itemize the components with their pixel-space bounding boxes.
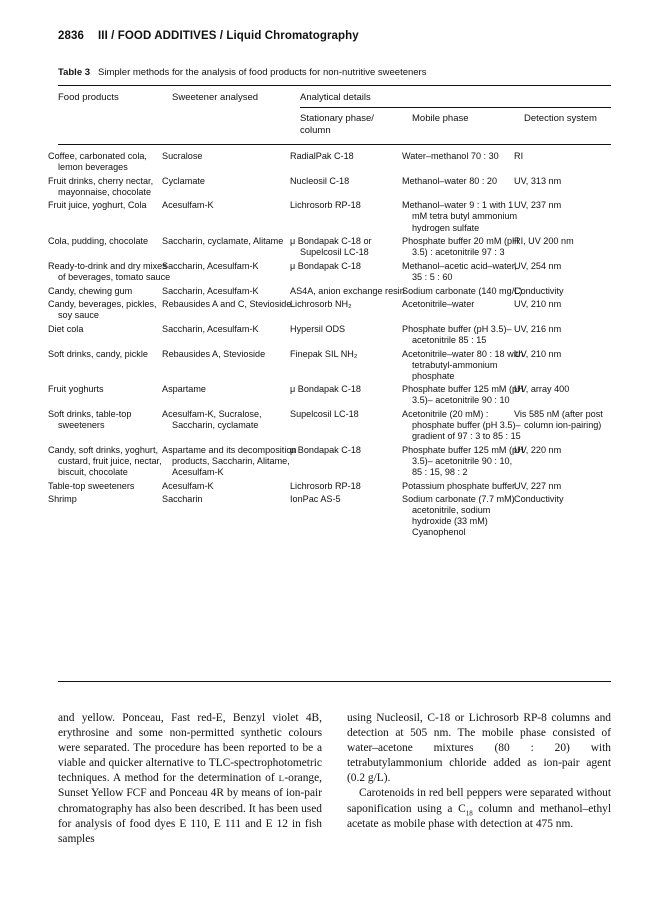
cell-stationary: RadialPak C-18 <box>290 151 354 161</box>
cell-stationary: Lichrosorb RP-18 <box>290 200 361 211</box>
cell-mobile: Sodium carbonate (7.7 mM) acetonitrile, sodium hydroxide (33 mM) Cyanophenol <box>402 494 515 538</box>
body-paragraph: and yellow. Ponceau, Fast red-E, Benzyl violet 4B, erythrosine and some non-permitted synthetic colours were separated. The procedure has been reported to be a viable and quicker alternative to TLC-spectrophotometric techniques. A method for the determination of L-orange, Sunset Yellow FCF and Ponceau 4R by means of ion-pair chromatography has also been described. It has been used for analysis of food dyes E 110, E 111 and E 12 in fish samples <box>58 712 322 845</box>
cell-mobile: Phosphate buffer (pH 3.5)–acetonitrile 85 : 15 <box>402 323 512 345</box>
running-title: III / FOOD ADDITIVES / Liquid Chromatography <box>97 30 359 42</box>
cell-detection: UV, 220 nm <box>514 444 562 455</box>
cell-mobile: Water–methanol 70 : 30 <box>402 151 499 161</box>
cell-sweetener: Aspartame <box>162 384 206 395</box>
table-bottom-rule <box>58 681 611 682</box>
cell-mobile: Methanol–water 9 : 1 with 1 mM tetra butyl ammonium hydrogen sulfate <box>402 200 518 233</box>
cell-mobile: Phosphate buffer 20 mM (pH 3.5) : acetonitrile 97 : 3 <box>402 236 519 258</box>
cell-stationary: μ Bondapak C-18 <box>290 444 361 455</box>
table-row <box>58 200 611 236</box>
cell-sweetener: Acesulfam-K <box>162 480 214 491</box>
cell-mobile: Potassium phosphate buffer <box>402 480 516 491</box>
table-row <box>58 349 611 385</box>
table-caption-text: Simpler methods for the analysis of food products for non-nutritive sweeteners <box>98 67 427 78</box>
cell-food: Shrimp <box>48 494 77 505</box>
cell-food: Candy, soft drinks, yoghurt, custard, fruit juice, nectar, biscuit, chocolate <box>48 444 162 477</box>
table-row <box>58 494 611 541</box>
cell-stationary: Lichrosorb NH₂ <box>290 299 352 310</box>
running-header <box>58 30 359 42</box>
cell-stationary: μ Bondapak C-18 or Supelcosil LC-18 <box>290 236 372 258</box>
cell-detection: Conductivity <box>514 285 564 296</box>
cell-food: Fruit drinks, cherry nectar, mayonnaise, chocolate <box>48 175 154 197</box>
cell-detection: UV, 254 nm <box>514 260 562 271</box>
cell-detection: UV, 210 nm <box>514 299 562 310</box>
table-row <box>58 409 611 445</box>
cell-sweetener: Saccharin <box>162 494 203 505</box>
header-mobile-phase: Mobile phase <box>412 113 469 124</box>
header-detection-system: Detection system <box>524 113 597 124</box>
cell-mobile: Sodium carbonate (140 mg/L) <box>402 285 523 296</box>
cell-detection: Conductivity <box>514 494 564 505</box>
body-paragraph: Carotenoids in red bell peppers were separated without saponification using a $C_{18}$ column and methanol–ethyl acetate as mobile phase with detection at 475 nm. <box>347 787 611 830</box>
cell-stationary: Finepak SIL NH₂ <box>290 348 358 359</box>
cell-mobile: Phosphate buffer 125 mM (pH 3.5)– acetonitrile 90 : 10 <box>402 384 524 406</box>
cell-sweetener: Saccharin, Acesulfam-K <box>162 285 259 296</box>
cell-food: Diet cola <box>48 323 84 334</box>
cell-stationary: IonPac AS-5 <box>290 494 341 505</box>
page-number: 2836 <box>58 30 84 42</box>
cell-sweetener: Rebausides A, Stevioside <box>162 348 266 359</box>
cell-stationary: μ Bondapak C-18 <box>290 384 361 395</box>
cell-sweetener: Sucralose <box>162 151 203 161</box>
cell-detection: UV, 227 nm <box>514 480 562 491</box>
header-food-products: Food products <box>58 92 119 103</box>
cell-detection: UV, 313 nm <box>514 175 562 186</box>
cell-stationary: Hypersil ODS <box>290 323 346 334</box>
cell-food: Cola, pudding, chocolate <box>48 236 149 247</box>
table-label: Table 3 <box>58 67 91 78</box>
cell-mobile: Phosphate buffer 125 mM (pH 3.5)– acetonitrile 90 : 10, 85 : 15, 98 : 2 <box>402 444 524 477</box>
cell-food: Ready-to-drink and dry mixes of beverages, tomato sauce <box>48 260 171 282</box>
table-row <box>58 324 611 349</box>
cell-sweetener: Acesulfam-K, Sucralose, Saccharin, cyclamate <box>162 408 262 431</box>
table-row <box>58 176 611 201</box>
cell-mobile: Acetonitrile–water <box>402 299 475 310</box>
body-column-right <box>347 711 611 832</box>
cell-detection: UV, 210 nm <box>514 348 562 359</box>
cell-mobile: Acetonitrile–water 80 : 18 with tetrabutyl-ammonium phosphate <box>402 348 524 381</box>
cell-food: Coffee, carbonated cola, lemon beverages <box>48 151 147 173</box>
cell-sweetener: Cyclamate <box>162 175 205 186</box>
cell-food: Soft drinks, table-top sweeteners <box>48 408 132 431</box>
cell-detection: UV, 237 nm <box>514 200 562 211</box>
cell-mobile: Methanol–acetic acid–water, 35 : 5 : 60 <box>402 260 517 282</box>
cell-sweetener: Saccharin, Acesulfam-K <box>162 323 259 334</box>
cell-food: Soft drinks, candy, pickle <box>48 348 148 359</box>
cell-sweetener: Saccharin, Acesulfam-K <box>162 260 259 271</box>
table-row <box>58 384 611 409</box>
cell-stationary: Supelcosil LC-18 <box>290 408 359 419</box>
cell-stationary: Nucleosil C-18 <box>290 175 350 186</box>
cell-food: Table-top sweeteners <box>48 480 135 491</box>
header-stationary-phase: Stationary phase/ column <box>300 113 374 136</box>
cell-food: Candy, chewing gum <box>48 285 133 296</box>
cell-detection: UV, 216 nm <box>514 323 562 334</box>
cell-stationary: AS4A, anion exchange resin <box>290 285 405 296</box>
cell-detection: Vis 585 nM (after post column ion-pairing) <box>514 408 603 431</box>
cell-food: Candy, beverages, pickles, soy sauce <box>48 299 157 321</box>
cell-sweetener: Saccharin, cyclamate, Alitame <box>162 236 284 247</box>
table-row <box>58 481 611 495</box>
table-row <box>58 445 611 481</box>
table-row <box>58 286 611 300</box>
cell-food: Fruit juice, yoghurt, Cola <box>48 200 147 211</box>
body-paragraph: using Nucleosil, C-18 or Lichrosorb RP-8 columns and detection at 505 nm. The mobile phase consisted of water–acetone mixtures (80 : 20) with tetrabutylammonium chloride added as ion-pair agent (0.2 g/L). <box>347 712 611 785</box>
cell-detection: RI, UV 200 nm <box>514 236 574 247</box>
cell-sweetener: Acesulfam-K <box>162 200 214 211</box>
header-sweetener-analysed: Sweetener analysed <box>172 92 259 103</box>
table-row <box>58 299 611 324</box>
cell-detection: UV, array 400 <box>514 384 570 395</box>
body-column-left <box>58 711 322 847</box>
cell-sweetener: Aspartame and its decomposition products, Saccharin, Alitame, Acesulfam-K <box>162 444 297 477</box>
cell-food: Fruit yoghurts <box>48 384 104 395</box>
cell-stationary: Lichrosorb RP-18 <box>290 480 361 491</box>
table-header-rule <box>58 144 611 145</box>
analytical-details-rule <box>300 107 611 108</box>
cell-mobile: Acetonitrile (20 mM) : phosphate buffer (pH 3.5)–gradient of 97 : 3 to 85 : 15 <box>402 408 521 442</box>
cell-sweetener: Rebausides A and C, Stevioside <box>162 299 292 310</box>
table-row <box>58 236 611 261</box>
table-top-rule <box>58 85 611 86</box>
header-analytical-details: Analytical details <box>300 92 371 103</box>
sweetener-methods-table <box>48 151 611 541</box>
cell-stationary: μ Bondapak C-18 <box>290 260 361 271</box>
cell-mobile: Methanol–water 80 : 20 <box>402 175 498 186</box>
table-row <box>58 151 611 176</box>
cell-detection: RI <box>514 151 524 161</box>
table-row <box>58 261 611 286</box>
table-caption <box>58 67 426 78</box>
